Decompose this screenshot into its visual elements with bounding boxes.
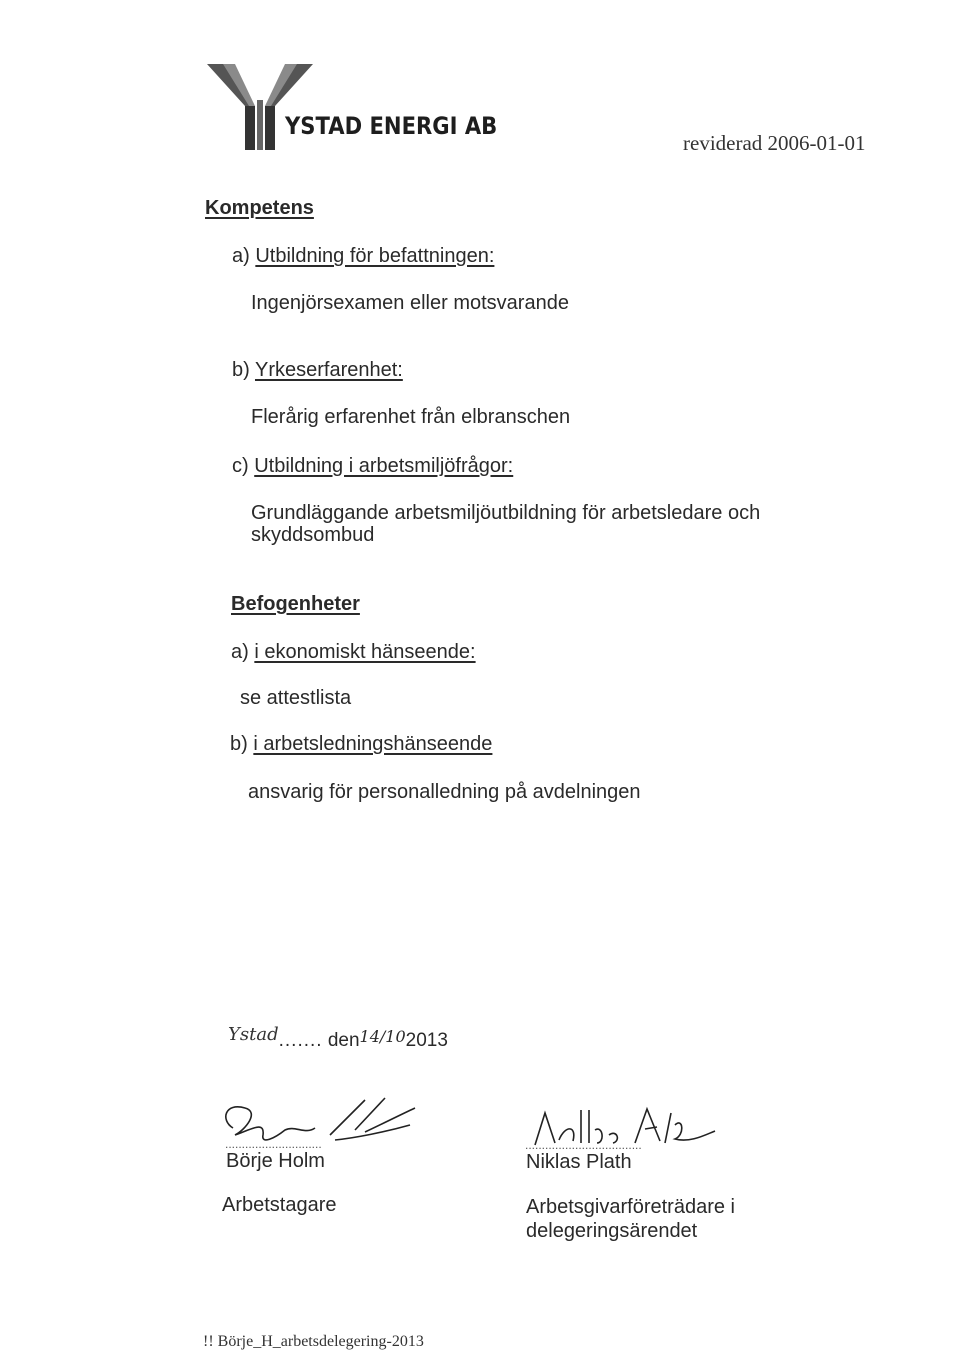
- signer-left-name: Börje Holm: [226, 1150, 325, 1172]
- kompetens-item-c-value-line1: Grundläggande arbetsmiljöutbildning för arbetsledare och: [251, 502, 761, 524]
- befogenheter-item-b: [230, 733, 492, 756]
- item-label: i ekonomiskt hänseende:: [254, 641, 476, 663]
- befogenheter-heading: Befogenheter: [231, 593, 360, 615]
- place-handwritten: Ystad: [228, 1024, 279, 1045]
- signature-niklas-plath: [525, 1095, 735, 1155]
- signer-right-name: Niklas Plath: [526, 1151, 632, 1173]
- item-prefix: a): [231, 641, 255, 663]
- item-label: Utbildning för befattningen:: [255, 245, 495, 267]
- logo-mark-icon: [205, 60, 315, 155]
- den-label: den: [327, 1030, 360, 1051]
- date-handwritten: 14/10: [359, 1027, 406, 1046]
- kompetens-item-c: [232, 455, 513, 478]
- befogenheter-item-a: [231, 641, 476, 664]
- item-label: i arbetsledningshänseende: [253, 733, 493, 755]
- befogenheter-item-b-value: ansvarig för personalledning på avdelningen: [248, 781, 641, 803]
- revision-date: reviderad 2006-01-01: [683, 131, 866, 155]
- footer-filename: !! Börje_H_arbetsdelegering-2013: [203, 1333, 424, 1350]
- logo-text: YSTAD ENERGI AB: [285, 112, 498, 140]
- kompetens-heading: Kompetens: [205, 197, 314, 219]
- kompetens-item-a: [232, 245, 494, 268]
- kompetens-item-b: [232, 359, 403, 382]
- signer-right-role-line2: delegeringsärendet: [526, 1220, 698, 1242]
- svg-text:..............................: ...................................: [525, 1138, 642, 1152]
- kompetens-item-c-value-line2: skyddsombud: [251, 524, 375, 546]
- item-label: Utbildning i arbetsmiljöfrågor:: [254, 455, 514, 477]
- signer-right-role-line1: Arbetsgivarföreträdare i: [526, 1196, 735, 1218]
- year: 2013: [405, 1030, 448, 1051]
- company-logo: [205, 60, 498, 155]
- item-prefix: b): [232, 359, 255, 381]
- kompetens-item-b-value: Flerårig erfarenhet från elbranschen: [251, 406, 571, 428]
- item-prefix: c): [232, 455, 255, 477]
- dotted-fill: .......: [278, 1030, 323, 1051]
- place-date-line: [228, 1024, 448, 1052]
- signer-left-role: Arbetstagare: [222, 1194, 337, 1216]
- item-label: Yrkeserfarenhet:: [254, 359, 403, 381]
- item-prefix: a): [232, 245, 256, 267]
- befogenheter-item-a-value: se attestlista: [240, 687, 352, 709]
- item-prefix: b): [230, 733, 254, 755]
- svg-text:.............................: .............................: [225, 1137, 322, 1151]
- kompetens-item-a-value: Ingenjörsexamen eller motsvarande: [251, 292, 569, 314]
